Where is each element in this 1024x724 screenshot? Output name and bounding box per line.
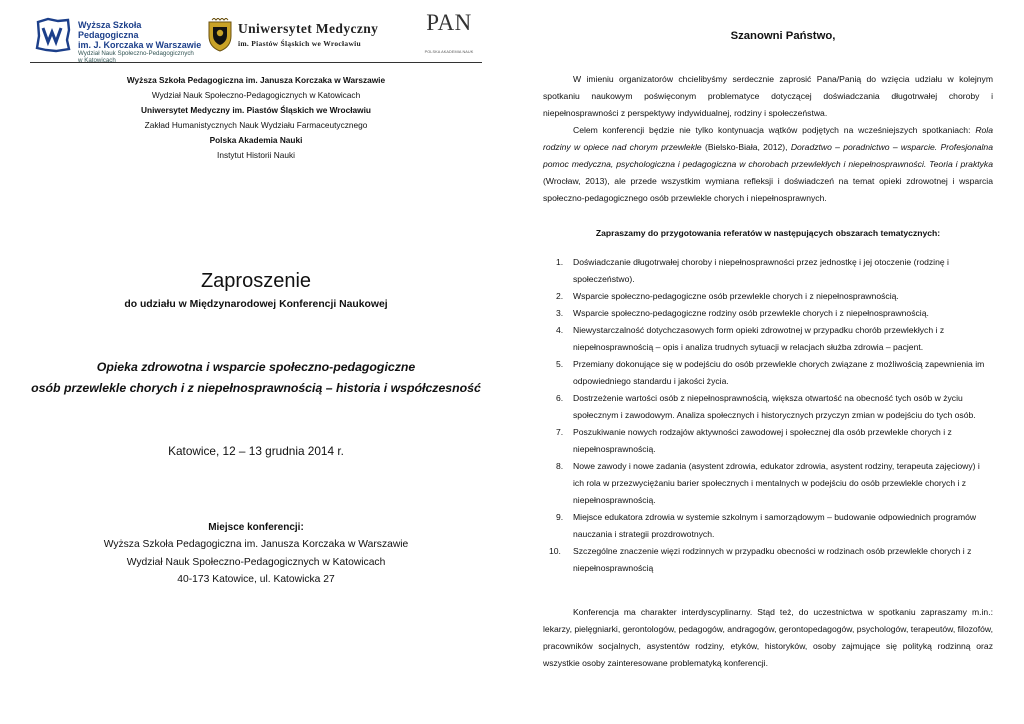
pan-logo (422, 12, 476, 58)
wsp-logo-line4: w Katowicach (78, 57, 116, 64)
list-item (543, 356, 993, 390)
list-item-number: 6. (556, 393, 564, 403)
list-item-number: 2. (556, 291, 564, 301)
left-column (30, 10, 482, 589)
list-item-text: Doświadczanie długotrwałej choroby i niepełnosprawności przez jednostkę i jej otoczenie (rodzinę i społeczeństwo). (573, 257, 949, 284)
conference-topic (30, 357, 482, 399)
letter-paragraph-closing: Konferencja ma charakter interdyscyplinarny. Stąd też, do uczestnictwa w spotkaniu zapraszamy m.in.: lekarzy, pielęgniarki, gerontologów, pedagogów, andragogów, gerontopedagogów, psychologów, terapeutów, filozofów, pracowników socjalnych, asystentów rodziny, etyków, historyków, osoby zajmujące się polityką rodzinną oraz wszystkie osoby zainteresowane problematyką konferencji. (543, 607, 993, 668)
list-item (543, 254, 993, 288)
list-item-number: 8. (556, 461, 564, 471)
list-item (543, 322, 993, 356)
list-item-number: 4. (556, 325, 564, 335)
institution-line: Wydział Nauk Społeczno-Pedagogicznych w Katowicach (151, 90, 361, 100)
list-item-number: 10. (549, 546, 561, 556)
wsp-logo-line3: Wydział Nauk Społeczno-Pedagogicznych (78, 50, 194, 57)
institution-line: Wyższa Szkoła Pedagogiczna im. Janusza Korczaka w Warszawie (126, 75, 386, 85)
list-item-text: Poszukiwanie nowych rodzajów aktywności zawodowej i społecznej dla osób przewlekle chorych i z niepełnosprawnością. (573, 427, 952, 454)
venue-heading: Miejsce konferencji: (208, 522, 304, 533)
letter-paragraph-goal (543, 122, 993, 207)
list-item-number: 3. (556, 308, 564, 318)
institution-line: Polska Akademia Nauki (209, 135, 303, 145)
goal-text: (Wrocław, 2013), ale przede wszystkim wymiana refleksji i doświadczeń na temat opieki zdrowotnej i wsparcia społeczno-pedagogicznego osób przewlekle chorych i niepełnosprawnych. (543, 176, 993, 203)
list-item (543, 390, 993, 424)
list-item-number: 9. (556, 512, 564, 522)
right-column (543, 28, 993, 672)
institution-line: Zakład Humanistycznych Nauk Wydziału Farmaceutycznego (144, 120, 368, 130)
institution-list (30, 73, 482, 163)
list-item-number: 1. (556, 257, 564, 267)
wsp-logo-text (78, 20, 204, 64)
list-item-text: Nowe zawody i nowe zadania (asystent zdrowia, edukator zdrowia, asystent rodziny, terapeuta zajęciowy) i ich rola w przezwyciężaniu barier społecznych i mentalnych w podejściu do osób przewlekle chorych i z niepełnosprawnością. (573, 461, 980, 505)
list-item (543, 288, 993, 305)
um-logo-name: Uniwersytet Medyczny (238, 21, 379, 36)
wsp-logo (34, 16, 202, 64)
logo-bar (30, 10, 482, 63)
um-crest-icon (206, 18, 234, 52)
um-logo (206, 18, 416, 54)
topics-list (543, 254, 993, 577)
venue-line: Wydział Nauk Społeczno-Pedagogicznych w Katowicach (126, 556, 386, 568)
wsp-logo-line2: im. J. Korczaka w Warszawie (78, 40, 202, 50)
wsp-logo-line1: Wyższa Szkoła Pedagogiczna (78, 20, 142, 40)
institution-line: Uniwersytet Medyczny im. Piastów Śląskich we Wrocławiu (141, 105, 371, 115)
list-item (543, 458, 993, 509)
invitation-title: Zaproszenie (200, 270, 312, 292)
goal-text: (Bielsko-Biała, 2012), (701, 142, 791, 152)
list-item-text: Miejsce edukatora zdrowia w systemie szkolnym i samorządowym – budowanie odpowiednich programów nauczania i strategii prozdrowotnych. (573, 512, 977, 539)
list-item (543, 424, 993, 458)
list-item-text: Wsparcie społeczno-pedagogiczne rodziny osób przewlekle chorych i z niepełnosprawnością. (573, 308, 929, 318)
list-item-text: Szczególne znaczenie więzi rodzinnych w przypadku obecności w rodzinach osób przewlekle chorych i z niepełnosprawnością (573, 546, 972, 573)
previous-conference-title-1: Rola rodziny w opiece nad chorym przewlekle (543, 125, 993, 152)
previous-conference-title-2: Doradztwo – poradnictwo – wsparcie. Profesjonalna pomoc medyczna, psychologiczna i pedagogiczna w chorobach przewlekłych i niepełnosprawności. Teoria i praktyka (543, 142, 993, 169)
list-item-text: Dostrzeżenie wartości osób z niepełnosprawnością, większa otwartość na obecność tych osób w życiu społecznym i zawodowym. Analiza społecznych i historycznych przyczyn zmian w podejściu do tych osób. (573, 393, 976, 420)
venue-line: 40-173 Katowice, ul. Katowicka 27 (177, 574, 335, 585)
wsp-emblem-icon (34, 16, 72, 54)
conference-topic-line2: osób przewlekle chorych i z niepełnosprawnością – historia i współczesność (31, 381, 481, 395)
institution-line: Instytut Historii Nauki (217, 150, 295, 160)
venue-address (30, 536, 482, 589)
conference-topic-line1: Opieka zdrowotna i wsparcie społeczno-pedagogiczne (96, 360, 416, 374)
list-item (543, 509, 993, 543)
pan-logo-subtitle: POLSKA AKADEMIA NAUK (424, 50, 474, 54)
list-item-text: Przemiany dokonujące się w podejściu do osób przewlekle chorych związane z możliwością zapewnienia im odpowiedniego standardu i jakości życia. (573, 359, 985, 386)
invitation-subtitle: do udziału w Międzynarodowej Konferencji Naukowej (124, 299, 388, 310)
letter-paragraph-intro: W imieniu organizatorów chcielibyśmy serdecznie zaprosić Pana/Panią do wzięcia udziału w kolejnym spotkaniu naukowym poświęconym problematyce dotyczącej doświadczania długotrwałej choroby i niepełnosprawności z perspektywy indywidualnej, rodziny i społeczeństwa. (543, 74, 993, 118)
list-item-text: Wsparcie społeczno-pedagogiczne osób przewlekle chorych i z niepełnosprawnością. (573, 291, 899, 301)
list-item (543, 305, 993, 322)
conference-date: Katowice, 12 – 13 grudnia 2014 r. (168, 444, 344, 458)
list-item (543, 543, 993, 577)
topics-heading: Zapraszamy do przygotowania referatów w następujących obszarach tematycznych: (595, 228, 941, 238)
um-logo-subtitle: im. Piastów Śląskich we Wrocławiu (238, 39, 362, 48)
list-item-number: 7. (556, 427, 564, 437)
list-item-number: 5. (556, 359, 564, 369)
goal-text: Celem konferencji będzie nie tylko kontynuacja wątków podjętych na wcześniejszych spotkaniach: (573, 125, 976, 135)
letter-greeting: Szanowni Państwo, (730, 30, 836, 42)
list-item-text: Niewystarczalność dotychczasowych form opieki zdrowotnej w przypadku chorób przewlekłych i z niepełnosprawnością – opis i analiza trudnych sytuacji w relacjach służba zdrowia – pacjent. (573, 325, 945, 352)
venue-line: Wyższa Szkoła Pedagogiczna im. Janusza Korczaka w Warszawie (103, 539, 409, 550)
pan-logo-word: PAN (426, 10, 472, 35)
